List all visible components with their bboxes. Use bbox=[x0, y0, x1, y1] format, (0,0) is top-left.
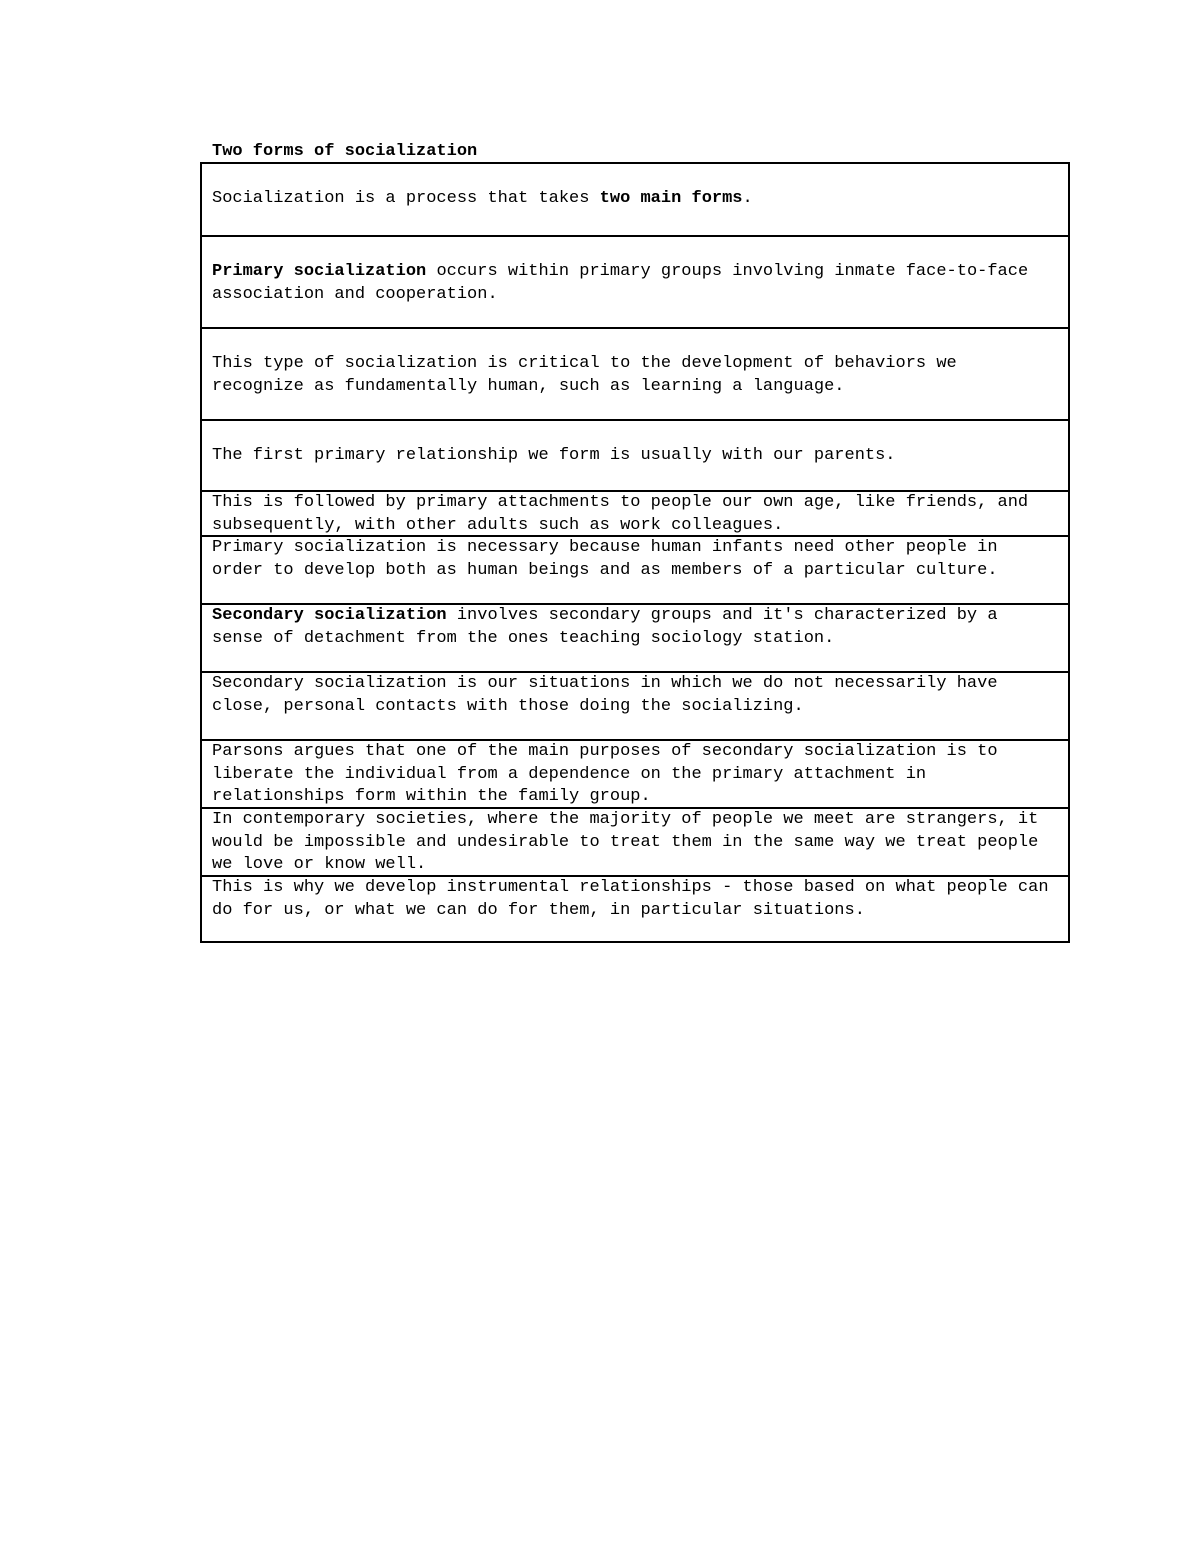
table-row bbox=[202, 327, 1068, 419]
row-bold-text: two main forms bbox=[599, 189, 743, 208]
row-bold-text: Primary socialization bbox=[212, 262, 427, 281]
table-row bbox=[202, 875, 1068, 941]
row-tail: . bbox=[742, 189, 753, 208]
notes-table bbox=[200, 162, 1070, 943]
page-title: Two forms of socialization bbox=[212, 142, 478, 161]
row-text: This is why we develop instrumental relationships - those based on what people can do for us, or what we can do for them, in particular situations. bbox=[212, 878, 1049, 920]
table-row bbox=[202, 490, 1068, 535]
row-text: The first primary relationship we form is usually with our parents. bbox=[212, 446, 896, 465]
row-text: This type of socialization is critical to the development of behaviors we recognize as fundamentally human, such as learning a language. bbox=[212, 354, 957, 396]
row-text: Parsons argues that one of the main purposes of secondary socialization is to liberate the individual from a dependence on the primary attachment in relationships form within the family group. bbox=[212, 742, 998, 806]
row-text: This is followed by primary attachments to people our own age, like friends, and subsequently, with other adults such as work colleagues. bbox=[212, 493, 1029, 535]
row-text: Secondary socialization is our situations in which we do not necessarily have close, personal contacts with those doing the socializing. bbox=[212, 674, 998, 716]
table-row bbox=[202, 235, 1068, 327]
table-row bbox=[202, 603, 1068, 671]
table-row bbox=[202, 671, 1068, 739]
table-row bbox=[202, 419, 1068, 490]
row-bold-text: Secondary socialization bbox=[212, 606, 447, 625]
table-row bbox=[202, 535, 1068, 603]
row-text: Socialization is a process that takes bbox=[212, 189, 600, 208]
table-row bbox=[202, 739, 1068, 807]
row-text: occurs within primary groups involving inmate face-to-face association and cooperation. bbox=[212, 262, 1029, 304]
table-row bbox=[202, 164, 1068, 235]
row-text: involves secondary groups and it's characterized by a sense of detachment from the ones teaching sociology station. bbox=[212, 606, 998, 648]
table-row bbox=[202, 807, 1068, 875]
row-text: Primary socialization is necessary because human infants need other people in order to develop both as human beings and as members of a particular culture. bbox=[212, 538, 998, 580]
row-text: In contemporary societies, where the majority of people we meet are strangers, it would be impossible and undesirable to treat them in the same way we treat people we love or know well. bbox=[212, 810, 1039, 874]
